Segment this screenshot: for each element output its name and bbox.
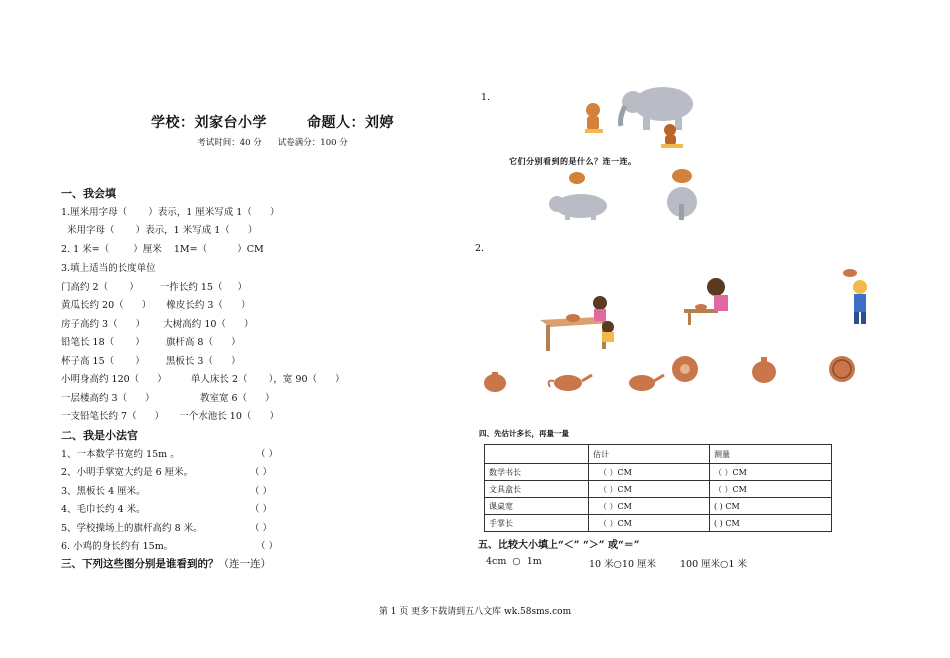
school-name: 学校：刘家台小学	[151, 115, 267, 131]
match-pictures	[545, 166, 715, 224]
judge-mark-3: （ ）	[250, 486, 273, 497]
table-row	[485, 464, 832, 481]
table-header-row	[485, 445, 832, 464]
compare-item-1: 4cm ○ 1m	[486, 556, 542, 567]
judge-item-1: 1、一本数学书宽约 15m 。	[61, 449, 180, 460]
s1-line-1: 1.厘米用字母（ ）表示，1 厘米写成 1（ ）	[61, 207, 280, 218]
table-cell: ( ) CM	[710, 498, 832, 515]
section1-heading: 一、我会填	[61, 187, 116, 200]
monkey-face-icon	[569, 172, 585, 184]
judge-item-4: 4、毛巾长约 4 米。	[61, 504, 146, 515]
table-cell: （ ）CM	[589, 498, 710, 515]
small-monkey-icon	[585, 103, 603, 133]
animals-illustration	[575, 82, 705, 152]
s1-line-7: 房子高约 3（ ） 大树高约 10（ ）	[61, 319, 254, 330]
s1-line-6: 黄瓜长约 20（ ） 橡皮长约 3（ ）	[61, 300, 251, 311]
teapot-view-1-icon	[484, 372, 506, 392]
elephant-side-icon	[549, 194, 607, 220]
teapot-view-5-icon	[752, 357, 776, 383]
s1-line-12: 一支铅笔长约 7（ ） 一个水池长 10（ ）	[61, 411, 280, 422]
teapot-views	[480, 345, 860, 395]
section4-heading: 四、先估计多长，再量一量	[479, 429, 569, 438]
exam-score: 试卷满分：100 分	[277, 138, 348, 148]
teapot-view-3-icon	[629, 375, 664, 391]
compare-item-3: 100 厘米○1 米	[680, 559, 748, 570]
judge-item-2: 2、小明手掌宽大约是 6 厘米。	[61, 467, 194, 478]
section3-note: （连一连）	[218, 558, 271, 570]
elephant-front-icon	[667, 187, 697, 220]
table-cell: （ ）CM	[710, 464, 832, 481]
table-cell: 手掌长	[485, 515, 589, 532]
exam-time: 考试时间：40 分	[197, 138, 262, 148]
section3-heading	[61, 556, 271, 571]
s1-line-4: 3.填上适当的长度单位	[61, 263, 156, 274]
q1-caption: 它们分别看到的是什么？连一连。	[509, 156, 637, 166]
section5-heading: 五、比较大小填上“＜” “＞” 或“＝”	[478, 540, 640, 551]
elephant-icon	[621, 87, 694, 130]
judge-item-3: 3、黑板长 4 厘米。	[61, 486, 146, 497]
table-row	[485, 498, 832, 515]
s1-line-11: 一层楼高约 3（ ） 教室宽 6（ ）	[61, 393, 275, 404]
estimate-table	[484, 444, 832, 532]
page-footer: 第 1 页 更多下载请到五八文库 wk.58sms.com	[378, 607, 572, 617]
table-cell: 文具盒长	[485, 481, 589, 498]
table-row	[485, 515, 832, 532]
q1-number: 1.	[481, 92, 491, 103]
s1-line-5: 门高约 2（ ） 一拃长约 15（ ）	[61, 282, 248, 293]
exam-title	[0, 112, 545, 132]
girl-bench-icon	[684, 278, 728, 325]
q2-number: 2.	[475, 243, 485, 254]
s1-line-8: 铅笔长 18（ ） 旗杆高 8（ ）	[61, 337, 241, 348]
monkey-group-icon	[672, 169, 692, 183]
judge-mark-1: （ ）	[256, 449, 279, 460]
section3-title: 三、下列这些图分别是谁看到的？	[61, 558, 219, 570]
table-header-cell: 测量	[710, 445, 832, 464]
s1-line-9: 杯子高 15（ ） 黑板长 3（ ）	[61, 356, 241, 367]
table-cell: 课桌宽	[485, 498, 589, 515]
table-cell: （ ）CM	[589, 481, 710, 498]
s1-line-2: 米用字母（ ）表示，1 米写成 1（ ）	[61, 225, 258, 236]
judge-item-6: 6. 小鸡的身长约有 15m。	[61, 541, 174, 552]
judge-mark-5: （ ）	[250, 523, 273, 534]
judge-item-5: 5、学校操场上的旗杆高约 8 米。	[61, 523, 203, 534]
judge-mark-2: （ ）	[250, 467, 273, 478]
teapot-view-6-icon	[829, 356, 855, 382]
judge-mark-6: （ ）	[256, 541, 279, 552]
table-header-cell	[485, 445, 589, 464]
compare-item-2: 10 米○10 厘米	[589, 559, 657, 570]
table-cell: （ ）CM	[589, 515, 710, 532]
exam-info	[0, 136, 545, 148]
boy-holding-teapot-icon	[843, 269, 867, 324]
table-row	[485, 481, 832, 498]
s1-line-3: 2. 1 米=（ ）厘米 1M=（ ）CM	[61, 244, 264, 255]
teapot-view-4-icon	[672, 356, 698, 382]
table-cell: 数学书长	[485, 464, 589, 481]
teapot-view-2-icon	[549, 375, 592, 391]
children-teapot-scene	[538, 265, 898, 355]
author-name: 命题人：刘婷	[307, 115, 394, 131]
table-cell: ( ) CM	[710, 515, 832, 532]
s1-line-10: 小明身高约 120（ ） 单人床长 2（ ），宽 90（ ）	[61, 374, 345, 385]
judge-mark-4: （ ）	[250, 504, 273, 515]
section2-heading: 二、我是小法官	[61, 429, 138, 442]
table-cell: （ ）CM	[710, 481, 832, 498]
girl-left-icon	[593, 296, 607, 321]
table-header-cell: 估计	[589, 445, 710, 464]
table-cell: （ ）CM	[589, 464, 710, 481]
